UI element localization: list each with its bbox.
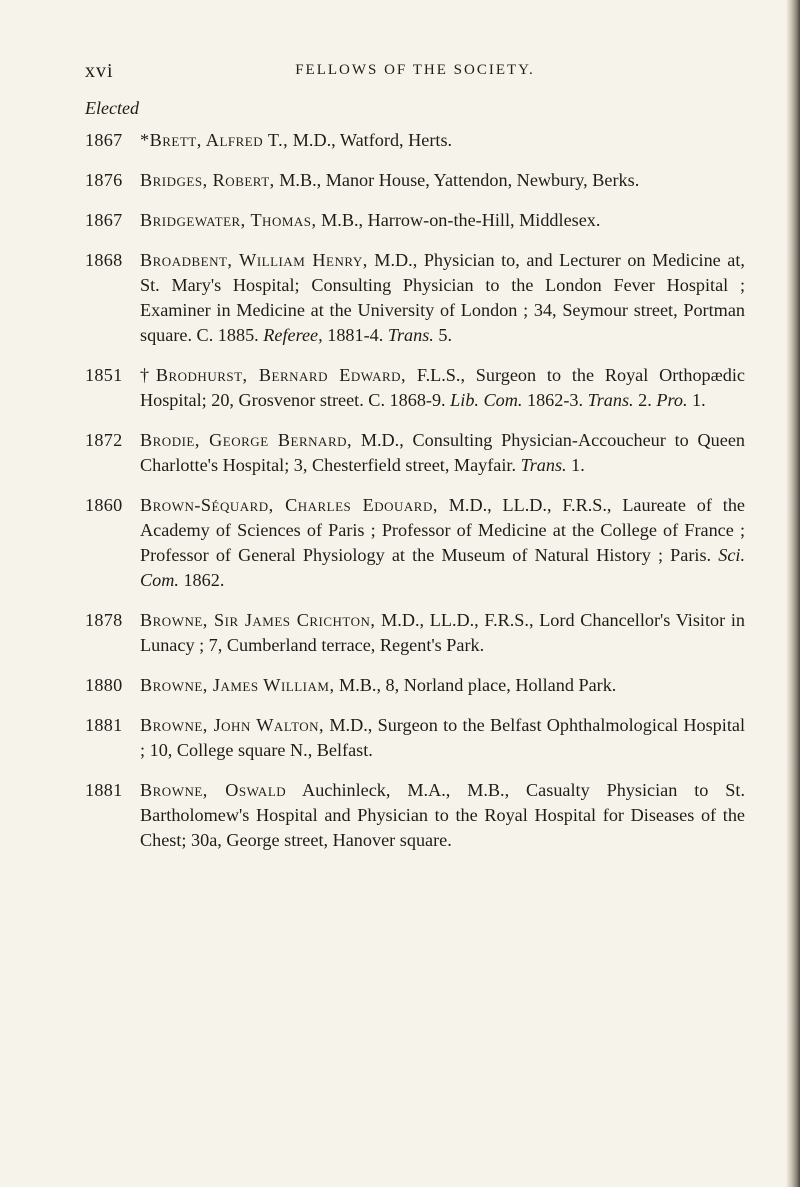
entry-text: M.D., LL.D., F.R.S., Lord Chancellor's Visitor in Lunacy ; 7, Cumberland terrace, Regent's Park. [140, 610, 745, 655]
entry-year: 1881 [85, 780, 123, 800]
list-item [85, 208, 745, 233]
entry-text: 1. [566, 455, 585, 475]
entry-text: M.D., LL.D., F.R.S., Laureate of the Academy of Sciences of Paris ; Professor of Medicine at the College of France ; Professor of General Physiology at the Museum of Natural History ; Paris. [140, 495, 745, 565]
entry-year: 1851 [85, 365, 123, 385]
entry-year: 1867 [85, 210, 123, 230]
entry-text: M.D., Watford, Herts. [288, 130, 453, 150]
entry-text: 1862-3. [522, 390, 588, 410]
entry-text: 1862. [178, 570, 225, 590]
entry-text: 1881-4. [322, 325, 388, 345]
entry-year: 1881 [85, 715, 123, 735]
entry-year: 1868 [85, 250, 123, 270]
running-head: FELLOWS OF THE SOCIETY. [295, 62, 535, 78]
page-number: xvi [85, 60, 114, 82]
entry-year: 1880 [85, 675, 123, 695]
page-header [85, 60, 745, 84]
list-item [85, 713, 745, 763]
entry-text: M.B., Manor House, Yattendon, Newbury, Berks. [274, 170, 640, 190]
entry-year: 1872 [85, 430, 123, 450]
entry-reference: Trans. [587, 390, 634, 410]
entry-body [140, 428, 745, 478]
entry-reference: Pro. [656, 390, 688, 410]
entry-reference: Trans. [387, 325, 434, 345]
entry-body [140, 248, 745, 348]
entry-body [140, 128, 745, 153]
entry-body [140, 778, 745, 853]
entry-body [140, 493, 745, 593]
list-item [85, 673, 745, 698]
entry-body [140, 673, 745, 698]
list-item [85, 128, 745, 153]
entry-text: M.B., Harrow-on-the-Hill, Middlesex. [316, 210, 601, 230]
entry-year: 1878 [85, 610, 123, 630]
list-item [85, 363, 745, 413]
entry-text: 2. [633, 390, 657, 410]
list-item [85, 608, 745, 658]
fellow-name: Browne, John Walton, [140, 715, 325, 735]
entry-text: M.D., Physician to, and Lecturer on Medicine at, St. Mary's Hospital; Consulting Physician to the London Fever Hospital ; Examiner in Medicine at the University of London ; 34, Seymour street, Portman square. C. 1885. [140, 250, 745, 345]
fellow-name: Browne, Sir James Crichton, [140, 610, 376, 630]
list-item [85, 493, 745, 593]
entry-year: 1860 [85, 495, 123, 515]
entry-text: M.B., 8, Norland place, Holland Park. [334, 675, 617, 695]
entry-text: M.D., Consulting Physician-Accoucheur to Queen Charlotte's Hospital; 3, Chesterfield street, Mayfair. [140, 430, 745, 475]
fellow-name: Bridges, Robert, [140, 170, 275, 190]
entry-reference: Lib. Com. [450, 390, 523, 410]
fellow-name: Browne, James William, [140, 675, 335, 695]
entry-reference: Trans. [520, 455, 567, 475]
entry-body [140, 608, 745, 658]
list-item [85, 248, 745, 348]
entry-reference: Referee, [263, 325, 323, 345]
entry-text: 1. [687, 390, 706, 410]
entry-reference: Sci. Com. [140, 545, 745, 590]
elected-label: Elected [85, 98, 139, 118]
entry-text: M.D., Surgeon to the Belfast Ophthalmological Hospital ; 10, College square N., Belfast. [140, 715, 745, 760]
entry-year: 1876 [85, 170, 123, 190]
list-item [85, 428, 745, 478]
fellow-name: Browne, Oswald [140, 780, 287, 800]
page-edge-shadow [786, 0, 800, 1187]
entry-body [140, 713, 745, 763]
entry-year: 1867 [85, 130, 123, 150]
entry-body [140, 208, 745, 233]
list-item [85, 168, 745, 193]
fellows-list [85, 128, 745, 868]
fellow-name: Brodie, George Bernard, [140, 430, 353, 450]
entry-text: 5. [433, 325, 453, 345]
fellow-name: Bridgewater, Thomas, [140, 210, 317, 230]
entry-text: F.L.S., Surgeon to the Royal Orthopædic Hospital; 20, Grosvenor street. C. 1868-9. [140, 365, 745, 410]
entry-text: Auchinleck, M.A., M.B., Casualty Physician to St. Bartholomew's Hospital and Physician to the Royal Hospital for Diseases of the Chest; 30a, George street, Hanover square. [140, 780, 745, 850]
entry-body [140, 168, 745, 193]
list-item [85, 778, 745, 853]
fellow-name: Brown-Séquard, Charles Edouard, [140, 495, 438, 515]
fellow-name: *Brett, Alfred T., [140, 130, 289, 150]
fellow-name: Broadbent, William Henry, [140, 250, 368, 270]
fellow-name: †Brodhurst, Bernard Edward, [140, 365, 407, 385]
entry-body [140, 363, 745, 413]
